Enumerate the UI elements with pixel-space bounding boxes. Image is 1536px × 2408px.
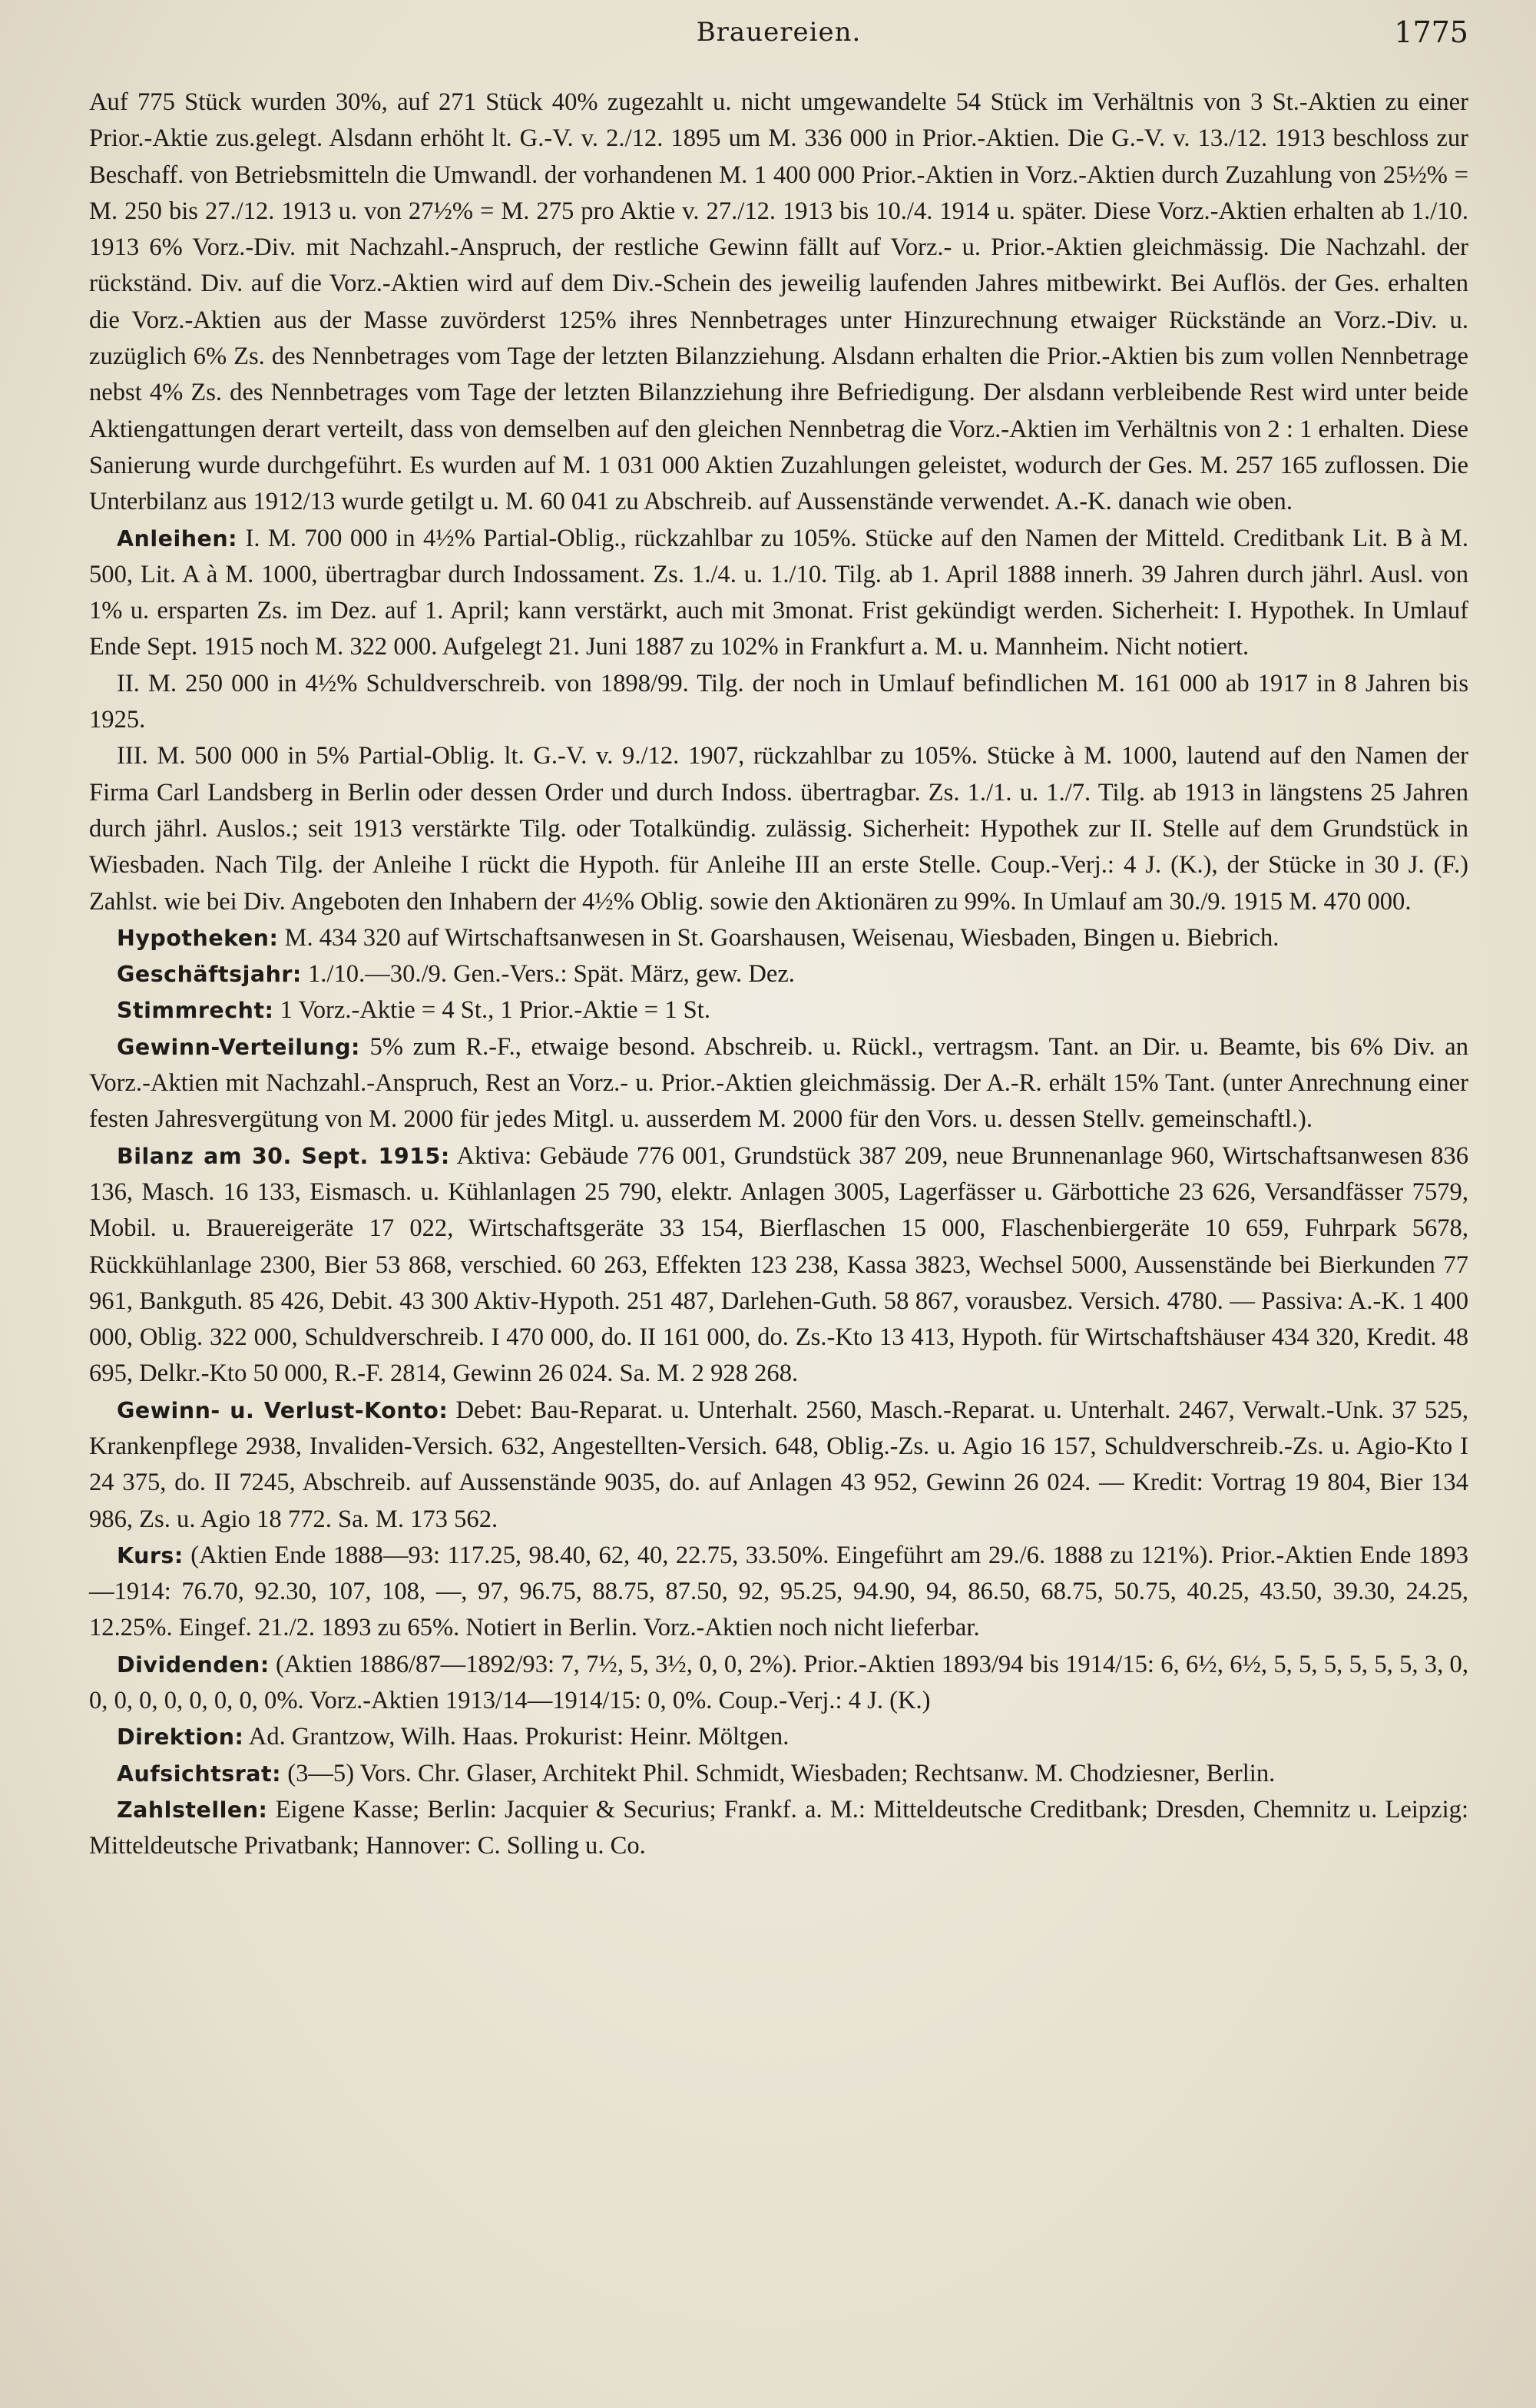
section-label-stimmrecht: Stimmrecht: xyxy=(117,998,274,1024)
paragraph-text: Auf 775 Stück wurden 30%, auf 271 Stück 40% zugezahlt u. nicht umgewandelte 54 Stück im Verhältnis von 3 St.-Aktien zu einer Prior.-Aktie zus.gelegt. Alsdann erhöht lt. G.-V. v. 2./12. 1895 um M. 336 000 in Prior.-Aktien. Die G.-V. v. 13./12. 1913 beschloss zur Beschaff. von Betriebsmitteln die Umwandl. der vorhandenen M. 1 400 000 Prior.-Aktien in Vorz.-Aktien durch Zuzahlung von 25½% = M. 250 bis 27./12. 1913 u. von 27½% = M. 275 pro Aktie v. 27./12. 1913 bis 10./4. 1914 u. später. Diese Vorz.-Aktien erhalten ab 1./10. 1913 6% Vorz.-Div. mit Nachzahl.-Anspruch, der restliche Gewinn fällt auf Vorz.- u. Prior.-Aktien gleichmässig. Die Nachzahl. der rückständ. Div. auf die Vorz.-Aktien wird auf dem Div.-Schein des jeweilig laufenden Jahres mitbewirkt. Bei Auflös. der Ges. erhalten die Vorz.-Aktien aus der Masse zuvörderst 125% ihres Nennbetrages unter Hinzurechnung etwaiger Rückstände an Vorz.-Div. u. zuzüglich 6% Zs. des Nennbetrages vom Tage der letzten Bilanzziehung. Alsdann erhalten die Prior.-Aktien bis zum vollen Nennbetrage nebst 4% Zs. des Nennbetrages vom Tage der letzten Bilanzziehung ihre Befriedigung. Der alsdann verbleibende Rest wird unter beide Aktiengattungen derart verteilt, dass von demselben auf den gleichen Nennbetrag die Vorz.-Aktien im Verhältnis von 2 : 1 erhalten. Diese Sanierung wurde durchgeführt. Es wurden auf M. 1 031 000 Aktien Zuzahlungen geleistet, wodurch der Ges. M. 257 165 zuflossen. Die Unterbilanz aus 1912/13 wurde getilgt u. M. 60 041 zu Abschreib. auf Aussenstände verwendet. A.-K. danach wie oben. xyxy=(89,88,1468,516)
paragraph-text: III. M. 500 000 in 5% Partial-Oblig. lt. G.-V. v. 9./12. 1907, rückzahlbar zu 105%. Stücke à M. 1000, lautend auf den Namen der Firma Carl Landsberg in Berlin oder dessen Order und durch Indoss. übertragbar. Zs. 1./1. u. 1./7. Tilg. ab 1913 in längstens 25 Jahren durch jährl. Auslos.; seit 1913 verstärkte Tilg. oder Totalkündig. zulässig. Sicherheit: Hypothek zur II. Stelle auf dem Grundstück in Wiesbaden. Nach Tilg. der Anleihe I rückt die Hypoth. für Anleihe III an erste Stelle. Coup.-Verj.: 4 J. (K.), der Stücke in 30 J. (F.) Zahlst. wie bei Div. Angeboten den Inhabern der 4½% Oblig. sowie den Aktionären zu 99%. In Umlauf am 30./9. 1915 M. 470 000. xyxy=(89,742,1468,916)
paragraph-text: (Aktien 1886/87—1892/93: 7, 7½, 5, 3½, 0, 0, 2%). Prior.-Aktien 1893/94 bis 1914/15: 6, 6½, 6½, 5, 5, 5, 5, 5, 5, 3, 0, 0, 0, 0, 0, 0, 0, 0, 0%. Vorz.-Aktien 1913/14—1914/15: 0, 0%. Coup.-Verj.: 4 J. (K.) xyxy=(89,1650,1468,1715)
paragraph-bilanz xyxy=(89,1138,1468,1393)
paragraph-aufsichtsrat xyxy=(89,1756,1468,1792)
section-label-aufsichtsrat: Aufsichtsrat: xyxy=(117,1760,282,1787)
paragraph-text: Aktiva: Gebäude 776 001, Grundstück 387 209, neue Brunnenanlage 960, Wirtschaftsanwesen 836 136, Masch. 16 133, Eismasch. u. Kühlanlagen 25 790, elektr. Anlagen 3005, Lagerfässer u. Gärbottiche 23 626, Versandfässer 7579, Mobil. u. Brauereigeräte 17 022, Wirtschaftsgeräte 33 154, Bierflaschen 15 000, Flaschenbiergeräte 10 659, Fuhrpark 5678, Rückkühlanlage 2300, Bier 53 868, verschied. 60 263, Effekten 123 238, Kassa 3823, Wechsel 5000, Aussenstände bei Bierkunden 77 961, Bankguth. 85 426, Debit. 43 300 Aktiv-Hypoth. 251 487, Darlehen-Guth. 58 867, vorausbez. Versich. 4780. — Passiva: A.-K. 1 400 000, Oblig. 322 000, Schuldverschreib. I 470 000, do. II 161 000, do. Zs.-Kto 13 413, Hypoth. für Wirtschaftshäuser 434 320, Kredit. 48 695, Delkr.-Kto 50 000, R.-F. 2814, Gewinn 26 024. Sa. M. 2 928 268. xyxy=(89,1141,1468,1388)
paragraph-text: 1 Vorz.-Aktie = 4 St., 1 Prior.-Aktie = 1 St. xyxy=(280,996,710,1025)
paragraph-anleihen xyxy=(89,521,1468,666)
paragraph-direktion xyxy=(89,1719,1468,1755)
paragraph-hypotheken xyxy=(89,920,1468,956)
paragraph-text: Debet: Bau-Reparat. u. Unterhalt. 2560, Masch.-Reparat. u. Unterhalt. 2467, Verwalt.-Unk. 37 525, Krankenpflege 2938, Invaliden-Versich. 632, Angestellten-Versich. 648, Oblig.-Zs. u. Agio 16 157, Schuldverschreib.-Zs. u. Agio-Kto I 24 375, do. II 7245, Abschreib. auf Aussenstände 9035, do. auf Anlagen 43 952, Gewinn 26 024. — Kredit: Vortrag 19 804, Bier 134 986, Zs. u. Agio 18 772. Sa. M. 173 562. xyxy=(89,1396,1468,1533)
paragraph-kurs xyxy=(89,1538,1468,1647)
paragraph-gewinn-verteilung xyxy=(89,1029,1468,1138)
page-number: 1775 xyxy=(1394,15,1468,49)
paragraph-text: M. 434 320 auf Wirtschaftsanwesen in St. Goarshausen, Weisenau, Wiesbaden, Bingen u. Biebrich. xyxy=(284,923,1279,952)
paragraph-text: II. M. 250 000 in 4½% Schuldverschreib. von 1898/99. Tilg. der noch in Umlauf befindlichen M. 161 000 ab 1917 in 8 Jahren bis 1925. xyxy=(89,669,1468,734)
section-label-bilanz: Bilanz am 30. Sept. 1915: xyxy=(117,1143,450,1169)
paragraph-text: Ad. Grantzow, Wilh. Haas. Prokurist: Heinr. Möltgen. xyxy=(248,1723,790,1751)
paragraph-text: (Aktien Ende 1888—93: 117.25, 98.40, 62, 40, 22.75, 33.50%. Eingeführt am 29./6. 1888 zu 121%). Prior.-Aktien Ende 1893—1914: 76.70, 92.30, 107, 108, —, 97, 96.75, 88.75, 87.50, 92, 95.25, 94.90, 94, 86.50, 68.75, 50.75, 40.25, 43.50, 39.30, 24.25, 12.25%. Eingef. 21./2. 1893 zu 65%. Notiert in Berlin. Vorz.-Aktien noch nicht lieferbar. xyxy=(89,1541,1468,1642)
section-label-gewinn-verlust: Gewinn- u. Verlust-Konto: xyxy=(117,1397,449,1423)
section-label-gewinn-verteilung: Gewinn-Verteilung: xyxy=(117,1034,360,1060)
section-label-geschaeftsjahr: Geschäftsjahr: xyxy=(117,962,302,988)
paragraph-text: I. M. 700 000 in 4½% Partial-Oblig., rückzahlbar zu 105%. Stücke auf den Namen der Mitteld. Creditbank Lit. B à M. 500, Lit. A à M. 1000, übertragbar durch Indossament. Zs. 1./4. u. 1./10. Tilg. ab 1. April 1888 innerh. 39 Jahren durch jährl. Ausl. von 1% u. ersparten Zs. im Dez. auf 1. April; kann verstärkt, auch mit 3monat. Frist gekündigt werden. Sicherheit: I. Hypothek. In Umlauf Ende Sept. 1915 noch M. 322 000. Aufgelegt 21. Juni 1887 zu 102% in Frankfurt a. M. u. Mannheim. Nicht notiert. xyxy=(89,524,1468,661)
section-label-dividenden: Dividenden: xyxy=(117,1651,270,1678)
paragraph-anleihe-iii xyxy=(89,738,1468,919)
paragraph-zahlstellen xyxy=(89,1792,1468,1865)
section-label-anleihen: Anleihen: xyxy=(117,525,238,551)
body-text xyxy=(89,84,1468,1865)
paragraph-gewinn-verlust xyxy=(89,1393,1468,1538)
paragraph-geschaeftsjahr xyxy=(89,956,1468,992)
paragraph-anleihe-ii xyxy=(89,666,1468,739)
paragraph-stimmrecht xyxy=(89,992,1468,1028)
paragraph-dividenden xyxy=(89,1647,1468,1720)
section-label-direktion: Direktion: xyxy=(117,1724,244,1751)
paragraph-text: Eigene Kasse; Berlin: Jacquier & Securius; Frankf. a. M.: Mitteldeutsche Creditbank; Dresden, Chemnitz u. Leipzig: Mitteldeutsche Privatbank; Hannover: C. Solling u. Co. xyxy=(89,1795,1468,1860)
page-header xyxy=(89,0,1468,84)
section-label-kurs: Kurs: xyxy=(117,1542,184,1568)
paragraph-text: (3—5) Vors. Chr. Glaser, Architekt Phil. Schmidt, Wiesbaden; Rechtsanw. M. Chodziesner, Berlin. xyxy=(287,1759,1276,1787)
section-label-hypotheken: Hypotheken: xyxy=(117,925,279,951)
paragraph-text: 1./10.—30./9. Gen.-Vers.: Spät. März, gew. Dez. xyxy=(308,960,795,989)
paragraph-capital-history xyxy=(89,84,1468,521)
paragraph-text: 5% zum R.-F., etwaige besond. Abschreib. u. Rückl., vertragsm. Tant. an Dir. u. Beamte, bis 6% Div. an Vorz.-Aktien mit Nachzahl.-Anspruch, Rest an Vorz.- u. Prior.-Aktien gleichmässig. Der A.-R. erhält 15% Tant. (unter Anrechnung einer festen Jahresvergütung von M. 2000 für jedes Mitgl. u. ausserdem M. 2000 für den Vors. u. dessen Stellv. gemeinschaftl.). xyxy=(89,1032,1468,1134)
running-head: Brauereien. xyxy=(696,17,862,48)
section-label-zahlstellen: Zahlstellen: xyxy=(117,1797,268,1823)
